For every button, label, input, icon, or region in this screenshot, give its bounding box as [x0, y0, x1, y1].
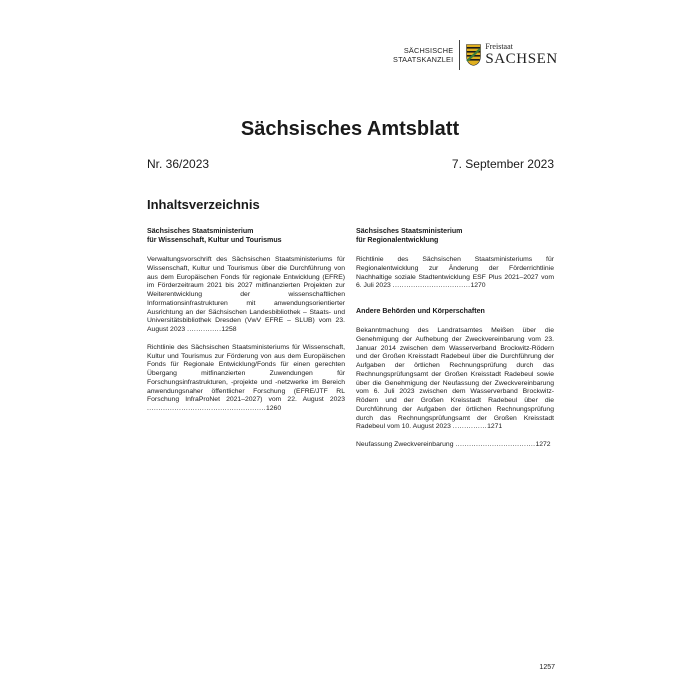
- logo-left-line2: STAATSKANZLEI: [393, 55, 454, 64]
- logo-left-line1: SÄCHSISCHE: [403, 46, 454, 55]
- toc-section-title: [147, 227, 345, 245]
- toc-entry-text: Verwaltungsvorschrift des Sächsischen Staatsministeriums für Wissenschaft, Kultur und Tourismus über die Durchführung von aus dem Europäischen Fonds für regionale Entwicklung (EFRE) im Förderzeitraum 2021 bis 2027 mitfinanzierten Projekten zur Weiterentwicklung der wissenschaftlichen Informationsinfrastrukturen mit anwendungsorientierter Ausrichtung an der Sächsischen Landesbibliothek – Staats- und Universitätsbibliothek Dresden (VwV EFRE – SLUB) vom 23. August 2023: [147, 256, 345, 333]
- saxony-crest-icon: [466, 44, 481, 66]
- toc-entry[interactable]: [147, 344, 345, 414]
- toc-entry-leader: ....................................................: [147, 405, 266, 412]
- section-title-line: für Wissenschaft, Kultur und Tourismus: [147, 236, 282, 244]
- page-number: 1257: [539, 664, 555, 671]
- section-title-line: Andere Behörden und Körperschaften: [356, 307, 485, 315]
- toc-section-title: [356, 307, 554, 316]
- logo-sachsen: SACHSEN: [485, 51, 558, 67]
- toc-entry-page: 1260: [266, 405, 282, 412]
- toc-entry-leader: ...............: [452, 423, 488, 431]
- toc-entry-page: 1271: [487, 423, 503, 431]
- toc-left-column: [147, 227, 345, 423]
- issue-date: 7. September 2023: [451, 157, 554, 171]
- toc-section-title: [356, 227, 554, 245]
- toc-entry-page: 1272: [535, 441, 551, 448]
- toc-entry-text: Neufassung Zweckvereinbarung: [356, 441, 454, 448]
- logo-right-text: [485, 43, 558, 67]
- toc-entry[interactable]: [356, 256, 554, 291]
- toc-entry-text: Richtlinie des Sächsischen Staatsministeriums für Regionalentwicklung zur Änderung der Förderrichtlinie Nachhaltige soziale Stadtentwicklung ESF Plus 2021–2027 vom 6. Juli 2023: [356, 256, 554, 290]
- toc-entry[interactable]: [356, 441, 554, 450]
- toc-entry[interactable]: [356, 327, 554, 432]
- toc-entry-page: 1270: [470, 282, 486, 290]
- toc-entry-leader: ...................................: [455, 441, 536, 448]
- toc-right-column: [356, 227, 554, 459]
- toc-entry[interactable]: [147, 256, 345, 335]
- section-title-line: Sächsisches Staatsministerium: [356, 227, 463, 235]
- toc-heading: Inhaltsverzeichnis: [147, 197, 260, 212]
- issue-number: Nr. 36/2023: [147, 157, 210, 171]
- section-title-line: Sächsisches Staatsministerium: [147, 227, 254, 235]
- toc-entry-leader: ...............: [187, 326, 222, 333]
- logo-left-text: [393, 46, 459, 64]
- toc-entry-text: Richtlinie des Sächsischen Staatsministeriums für Wissenschaft, Kultur und Tourismus zur Förderung von aus dem Europäischen Fonds für Regionale Entwicklung/Fonds für einen gerechten Übergang mitfinanzierten Zuwendungen für Forschungsinfrastrukturen, -projekte und -netzwerke im Bereich anwendungsnaher öffentlicher Forschung (EFRE/JTF RL Forschung InfraProNet 2021–2027) vom 22. August 2023: [147, 343, 345, 404]
- toc-entry-page: 1258: [221, 326, 237, 333]
- toc-entry-leader: ..................................: [392, 282, 471, 290]
- section-spacer: [356, 300, 554, 307]
- logo-freistaat: Freistaat: [485, 42, 513, 51]
- document-title: Sächsisches Amtsblatt: [240, 118, 460, 140]
- section-title-line: für Regionalentwicklung: [356, 236, 439, 244]
- toc-entry-text: Bekanntmachung des Landratsamtes Meißen über die Genehmigung der Aufhebung der Zweckvereinbarung vom 23. Januar 2014 zwischen dem Wasserverband Brockwitz-Rödern und der Großen Kreisstadt Radebeul über die Durchführung der Aufgaben der örtlichen Rechnungsprüfung durch das Rechnungsprüfungsamt der Großen Kreisstadt Radebeul sowie über die Genehmigung der Neufassung der Zweckvereinbarung vom 6. Juli 2023 zwischen dem Wasserverband Brockwitz-Rödern und der Großen Kreisstadt Radebeul über die Durchführung der Aufgaben der örtlichen Rechnungsprüfung durch das Rechnungsprüfungsamt der Großen Kreisstadt Radebeul vom 10. August 2023: [356, 327, 554, 431]
- staatskanzlei-logo: [393, 40, 558, 70]
- logo-divider: [459, 40, 460, 70]
